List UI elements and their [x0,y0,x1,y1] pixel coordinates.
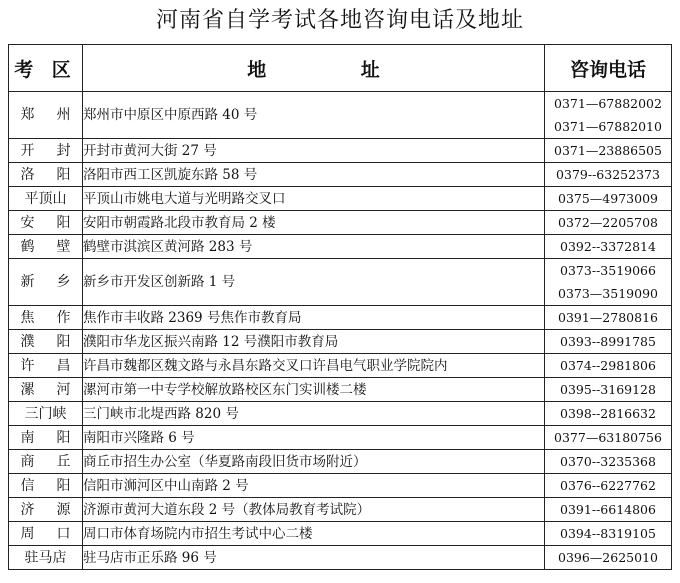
region-name: 信 阳 [20,477,71,494]
region-name: 安 阳 [20,214,71,231]
table-header-row [9,45,672,92]
table-row [9,450,672,474]
phone-number: 0371—67882002 [554,96,662,111]
contacts-table [8,44,672,570]
phone-number: 0391--6614806 [560,502,656,517]
phone-cell [545,522,672,546]
table-row [9,378,672,402]
phone-number: 0375—4973009 [558,191,658,206]
phone-number: 0377—63180756 [554,430,662,445]
region-name: 商 丘 [20,453,71,470]
address-cell: 驻马店市正乐路 96 号 [83,546,545,570]
phone-cell [545,259,672,306]
phone-number: 0374--2981806 [560,358,656,373]
table-row [9,211,672,235]
table-row [9,163,672,187]
table-row [9,139,672,163]
phone-number: 0373—3519090 [558,286,658,301]
region-name: 焦 作 [20,309,71,326]
region-name: 济 源 [20,501,71,518]
table-row [9,259,672,306]
header-region: 考 区 [9,45,83,92]
region-name: 漯 河 [20,381,71,398]
region-cell [9,163,83,187]
region-cell [9,354,83,378]
phone-cell [545,306,672,330]
region-cell [9,187,83,211]
phone-number: 0398--2816632 [560,406,656,421]
table-row [9,187,672,211]
table-row [9,330,672,354]
region-name: 郑 州 [20,107,71,123]
address-cell: 焦作市丰收路 2369 号焦作市教育局 [83,306,545,330]
region-name: 平顶山 [24,190,67,207]
phone-number: 0371—23886505 [554,143,662,158]
region-cell [9,498,83,522]
phone-cell [545,378,672,402]
phone-cell [545,211,672,235]
region-cell [9,306,83,330]
region-name: 开 封 [20,142,71,159]
address-cell: 新乡市开发区创新路 1 号 [83,259,545,306]
region-name: 许 昌 [20,357,71,374]
region-name: 南 阳 [20,429,71,446]
address-cell: 开封市黄河大街 27 号 [83,139,545,163]
table-row [9,354,672,378]
table-row [9,92,672,139]
region-cell [9,522,83,546]
phone-cell [545,330,672,354]
address-cell: 洛阳市西工区凯旋东路 58 号 [83,163,545,187]
phone-number: 0393--8991785 [560,334,656,349]
region-name: 濮 阳 [20,333,71,350]
phone-number: 0395--3169128 [560,382,656,397]
table-row [9,235,672,259]
region-cell [9,235,83,259]
phone-cell [545,498,672,522]
phone-cell [545,426,672,450]
phone-cell [545,235,672,259]
table-row [9,426,672,450]
region-cell [9,402,83,426]
phone-number: 0376--6227762 [560,478,656,493]
phone-cell [545,187,672,211]
table-body [9,92,672,570]
region-cell [9,474,83,498]
phone-cell [545,139,672,163]
phone-cell [545,474,672,498]
phone-number: 0379--63252373 [556,167,660,182]
address-cell: 漯河市第一中专学校解放路校区东门实训楼二楼 [83,378,545,402]
header-address: 地 址 [83,45,545,92]
address-cell: 周口市体育场院内市招生考试中心二楼 [83,522,545,546]
address-cell: 许昌市魏都区魏文路与永昌东路交叉口许昌电气职业学院院内 [83,354,545,378]
table-row [9,546,672,570]
address-cell: 安阳市朝霞路北段市教育局 2 楼 [83,211,545,235]
region-name: 鹤 壁 [20,238,71,255]
region-cell [9,426,83,450]
table-row [9,522,672,546]
address-cell: 郑州市中原区中原西路 40 号 [83,92,545,139]
phone-number: 0396—2625010 [558,550,658,565]
region-name: 三门峡 [24,405,67,422]
table-row [9,402,672,426]
region-name: 周 口 [20,525,71,542]
phone-number: 0370--3235368 [560,454,656,469]
address-cell: 信阳市浉河区中山南路 2 号 [83,474,545,498]
region-cell [9,450,83,474]
header-phone: 咨询电话 [545,45,672,92]
address-cell: 鹤壁市淇滨区黄河路 283 号 [83,235,545,259]
region-cell [9,211,83,235]
address-cell: 济源市黄河大道东段 2 号（教体局教育考试院） [83,498,545,522]
table-row [9,306,672,330]
address-cell: 南阳市兴隆路 6 号 [83,426,545,450]
region-cell [9,139,83,163]
region-cell [9,259,83,306]
phone-cell [545,450,672,474]
phone-number: 0373--3519066 [560,263,656,278]
region-name: 洛 阳 [20,166,71,183]
page-title: 河南省自学考试各地咨询电话及地址 [155,8,524,33]
table-row [9,498,672,522]
phone-number: 0392--3372814 [560,239,656,254]
phone-number: 0372—2205708 [558,215,658,230]
address-cell: 平顶山市姚电大道与光明路交叉口 [83,187,545,211]
region-cell [9,378,83,402]
region-cell [9,330,83,354]
phone-cell [545,402,672,426]
address-cell: 三门峡市北堤西路 820 号 [83,402,545,426]
phone-cell [545,92,672,139]
phone-cell [545,354,672,378]
region-cell [9,92,83,139]
phone-number: 0371—67882010 [554,119,662,134]
region-name: 驻马店 [24,549,67,566]
region-name: 新 乡 [20,274,71,290]
region-cell [9,546,83,570]
table-row [9,474,672,498]
address-cell: 商丘市招生办公室（华夏路南段旧货市场附近） [83,450,545,474]
address-cell: 濮阳市华龙区振兴南路 12 号濮阳市教育局 [83,330,545,354]
phone-number: 0391—2780816 [558,310,658,325]
phone-cell [545,546,672,570]
phone-number: 0394--8319105 [560,526,656,541]
phone-cell [545,163,672,187]
